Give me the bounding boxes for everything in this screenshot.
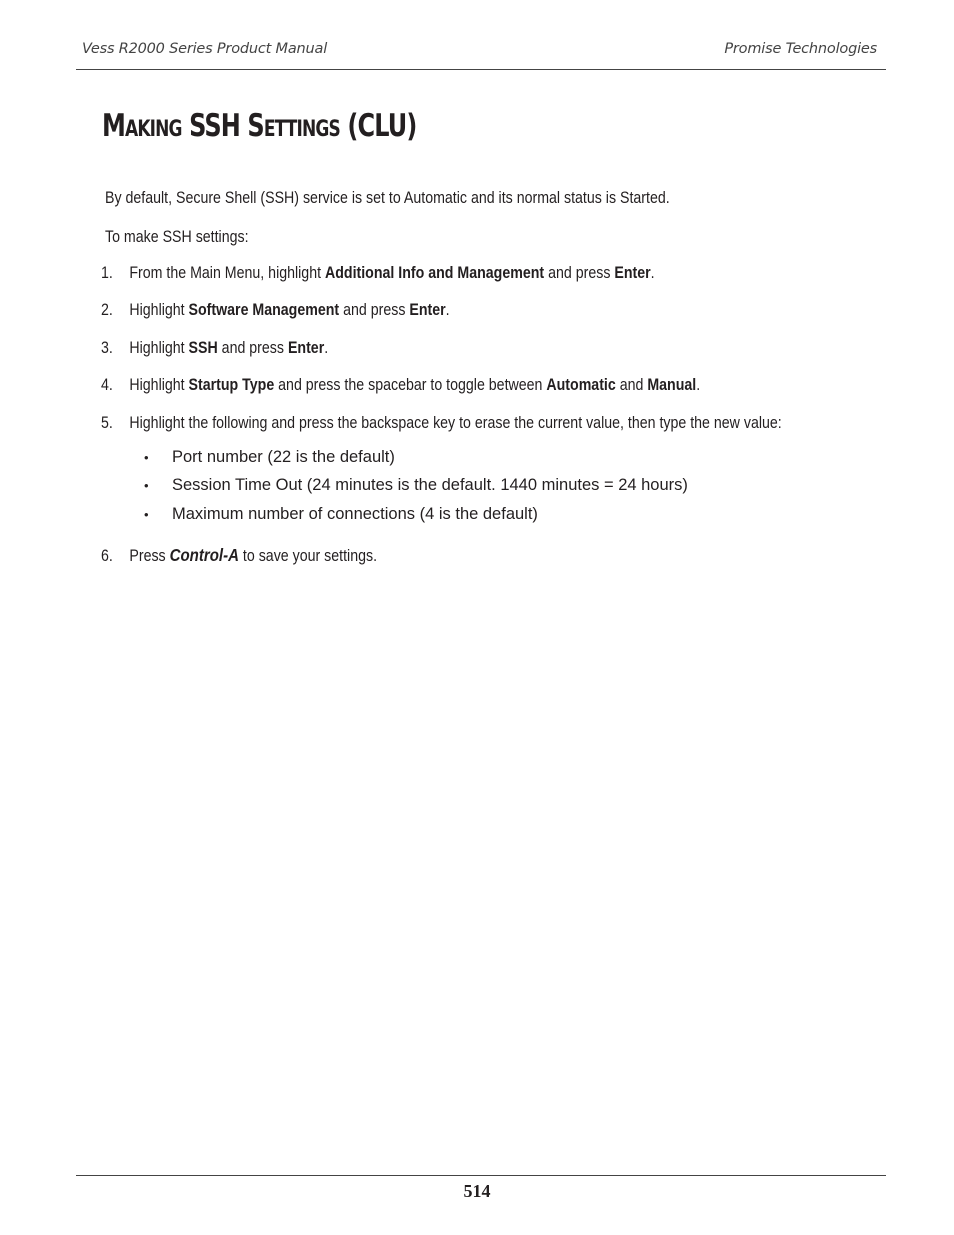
step-bold-text: Manual (647, 376, 697, 394)
page-number: 514 (463, 1181, 491, 1201)
key-combo: Control-A (169, 545, 239, 565)
bullet-item (144, 476, 688, 495)
step-number: 6. (101, 547, 113, 565)
list-item (101, 301, 450, 320)
bullet-icon: • (144, 478, 149, 493)
step-number: 1. (101, 264, 113, 282)
step-text: Press (129, 547, 170, 565)
page-header (76, 38, 886, 70)
list-item (101, 376, 700, 395)
bullet-item (144, 505, 538, 524)
step-bold-text: Enter (409, 301, 446, 319)
step-text: . (696, 376, 701, 394)
bullet-text: Port number (22 is the default) (172, 448, 395, 466)
step-number: 3. (101, 339, 113, 357)
page-title: Making SSH Settings (CLU) (102, 108, 417, 144)
step-text: Highlight (129, 301, 189, 319)
step-text: Highlight (129, 376, 189, 394)
step-text: and (615, 376, 648, 394)
manual-title: Vess R2000 Series Product Manual (82, 41, 328, 57)
footer-divider (76, 1175, 886, 1176)
bullet-icon: • (144, 450, 149, 465)
bullet-text: Session Time Out (24 minutes is the default. 1440 minutes = 24 hours) (172, 476, 688, 494)
step-bold-text: Enter (287, 339, 325, 357)
list-item (101, 339, 328, 358)
bullet-icon: • (144, 507, 149, 522)
step-text: and press the spacebar to toggle between (274, 376, 547, 394)
step-bold-text: Automatic (546, 376, 616, 394)
step-text: Highlight (129, 339, 189, 357)
step-text: From the Main Menu, highlight (129, 264, 325, 282)
step-text: . (445, 301, 450, 319)
step-text: and press (217, 339, 288, 357)
step-text: to save your settings. (238, 547, 378, 565)
step-number: 4. (101, 376, 113, 394)
step-text: Highlight the following and press the backspace key to erase the current value, then type the new value: (129, 414, 782, 432)
company-name: Promise Technologies (724, 41, 877, 57)
list-item (101, 545, 377, 566)
step-number: 5. (101, 414, 113, 432)
list-item (101, 414, 782, 433)
step-text: . (650, 264, 655, 282)
step-text: . (324, 339, 329, 357)
list-item (101, 264, 655, 283)
lead-paragraph: To make SSH settings: (105, 228, 249, 246)
step-bold-text: Startup Type (188, 376, 275, 394)
step-bold-text: Software Management (188, 301, 340, 319)
step-bold-text: SSH (188, 339, 218, 357)
step-text: and press (339, 301, 410, 319)
step-text: and press (544, 264, 615, 282)
bullet-text: Maximum number of connections (4 is the default) (172, 505, 538, 523)
step-bold-text: Additional Info and Management (324, 264, 545, 282)
intro-paragraph: By default, Secure Shell (SSH) service is set to Automatic and its normal status is Started. (105, 189, 670, 207)
step-bold-text: Enter (614, 264, 651, 282)
step-number: 2. (101, 301, 113, 319)
bullet-item (144, 448, 395, 467)
